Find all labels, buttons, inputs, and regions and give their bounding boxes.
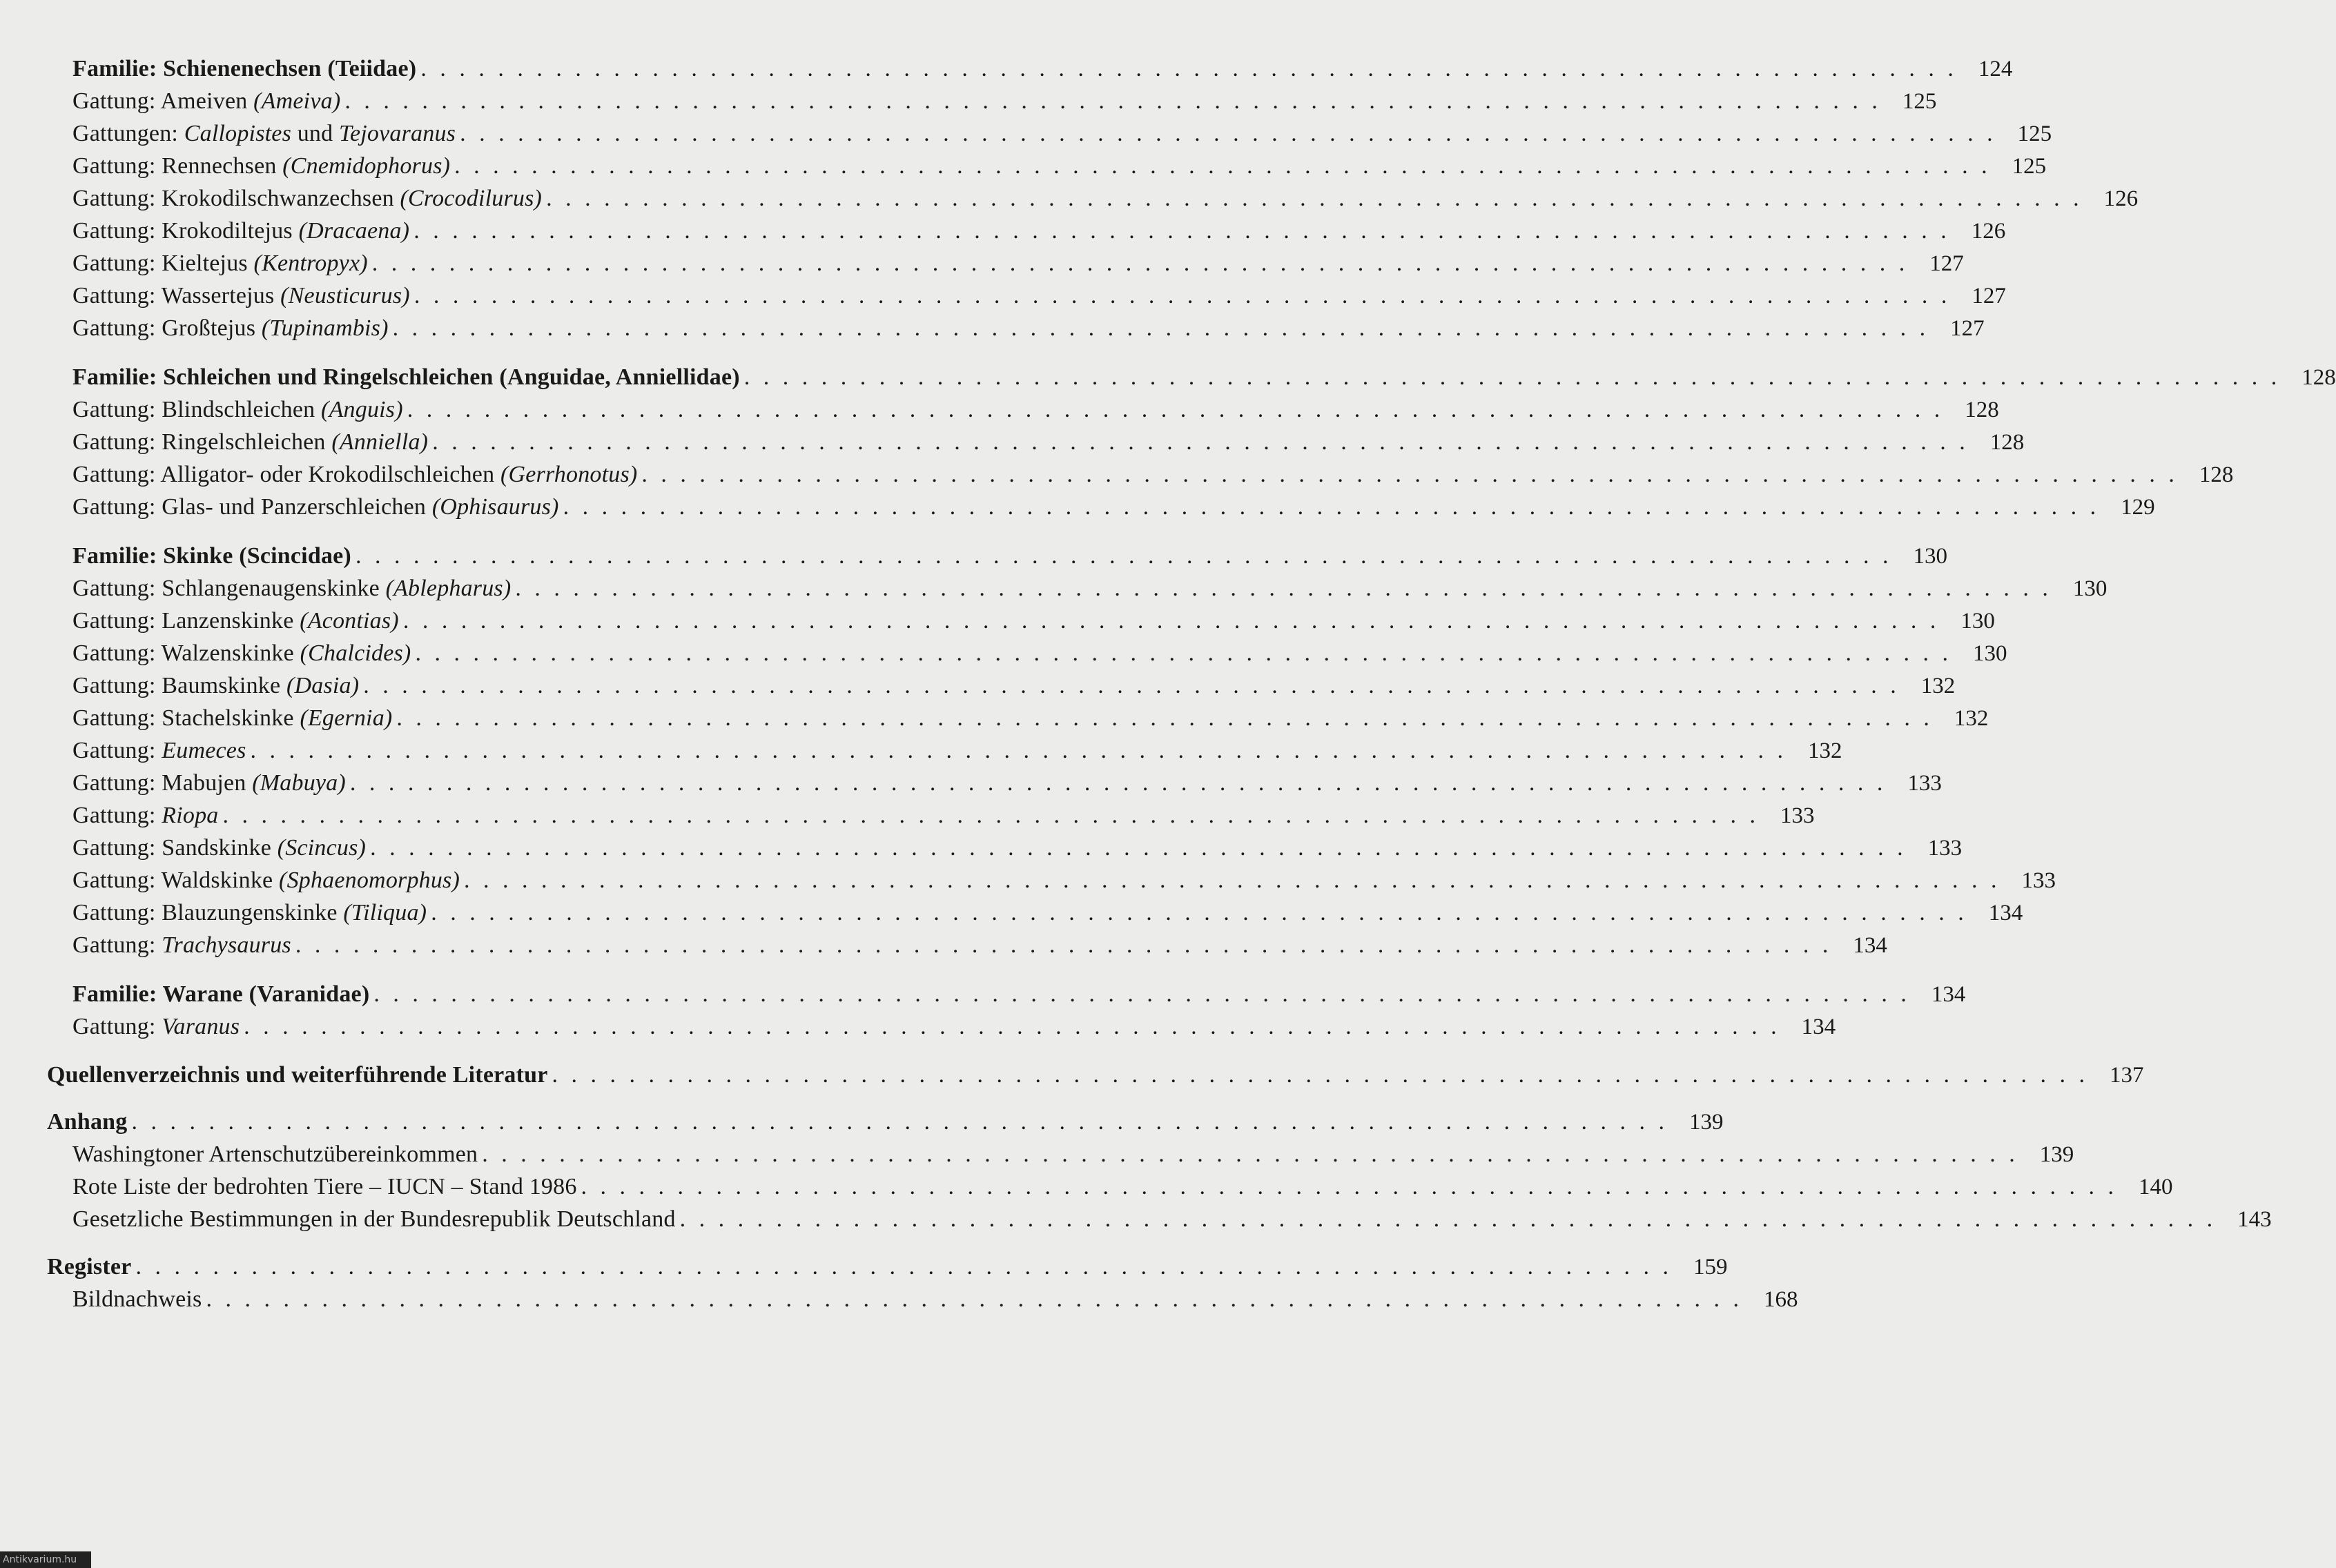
leader-dots: ................................................................................	[413, 218, 1960, 244]
entry-scientific-name: (Tupinambis)	[261, 315, 389, 341]
page-number: 137	[2110, 1063, 2144, 1088]
entry-text: Rote Liste der bedrohten Tiere – IUCN – Stand 1986	[72, 1174, 577, 1199]
entry-label	[72, 1283, 202, 1315]
page-number: 125	[2012, 154, 2047, 179]
leader-dots: ................................................................................	[344, 88, 1891, 114]
entry-scientific-name: (Cnemidophorus)	[282, 153, 451, 179]
page-number: 133	[1907, 771, 1942, 796]
entry-text: Gattung: Krokodilschwanzechsen	[72, 186, 400, 211]
entry-text: Gattung: Lanzenskinke	[72, 608, 300, 634]
toc-entry	[47, 1251, 1728, 1283]
entry-scientific-name: Riopa	[162, 803, 219, 828]
entry-text: Gattung: Walzenskinke	[72, 640, 300, 666]
entry-text: Familie: Schienenechsen (Teiidae)	[72, 56, 417, 81]
entry-label	[72, 312, 389, 344]
entry-text: Gattung: Rennechsen	[72, 153, 283, 179]
entry-text: Gattung:	[72, 932, 162, 958]
toc-genus-entry	[72, 669, 1956, 702]
entry-label	[72, 669, 359, 702]
page-number: 125	[1902, 89, 1937, 114]
entry-scientific-name: (Mabuya)	[252, 770, 346, 796]
entry-scientific-name: (Dasia)	[286, 673, 360, 698]
page-number: 134	[1988, 901, 2023, 925]
leader-dots: ................................................................................	[413, 283, 1960, 308]
leader-dots: ................................................................................	[415, 640, 1962, 666]
toc-genus-entry	[72, 702, 1989, 734]
entry-label	[72, 605, 399, 637]
leader-dots: ................................................................................	[464, 868, 2010, 893]
leader-dots: ................................................................................	[349, 770, 1896, 796]
page-number: 130	[1960, 609, 1995, 634]
entry-scientific-name: (Ophisaurus)	[431, 494, 559, 520]
toc-entry	[47, 1059, 2144, 1091]
entry-scientific-name: (Anniella)	[331, 429, 429, 455]
entry-label	[72, 978, 369, 1010]
entry-label	[72, 637, 411, 669]
entry-scientific-name: (Scincus)	[277, 835, 367, 861]
page-number: 130	[2072, 576, 2108, 601]
entry-label	[72, 393, 403, 426]
page-number: 139	[2039, 1142, 2074, 1167]
entry-text: Gattung:	[72, 803, 162, 828]
leader-dots: ................................................................................	[396, 705, 1943, 731]
toc-genus-entry	[72, 491, 2155, 523]
toc-genus-entry	[72, 247, 1964, 280]
entry-text: Gattung: Blindschleichen	[72, 397, 322, 422]
toc-genus-entry	[72, 572, 2108, 605]
toc-family-entry	[72, 978, 1966, 1010]
entry-scientific-name: (Sphaenomorphus)	[279, 868, 460, 893]
page-number: 126	[2103, 186, 2139, 211]
page-number: 127	[1972, 284, 2006, 308]
page-number: 134	[1931, 982, 1966, 1007]
entry-scientific-name: (Egernia)	[300, 705, 393, 731]
toc-genus-entry	[72, 150, 2047, 182]
page-number: 127	[1950, 316, 1985, 341]
entry-label	[72, 864, 460, 896]
page-number: 125	[2017, 121, 2052, 146]
page-number: 132	[1808, 738, 1842, 763]
leader-dots: ................................................................................	[515, 576, 2062, 601]
entry-text: Quellenverzeichnis und weiterführende Literatur	[47, 1062, 548, 1088]
page-number: 128	[2199, 462, 2234, 487]
entry-label	[72, 215, 409, 247]
leader-dots: ................................................................................	[546, 186, 2093, 211]
entry-label	[72, 572, 511, 605]
entry-text: Gattung: Sandskinke	[72, 835, 278, 861]
entry-label	[72, 1138, 478, 1170]
leader-dots: ................................................................................	[244, 1014, 1791, 1039]
entry-label	[47, 1059, 548, 1091]
entry-text: Anhang	[47, 1109, 128, 1135]
entry-text: Gesetzliche Bestimmungen in der Bundesrepublik Deutschland	[72, 1206, 676, 1232]
entry-scientific-name: Varanus	[162, 1014, 240, 1039]
entry-scientific-name: (Ablepharus)	[385, 576, 512, 601]
entry-text: Gattung: Blauzungenskinke	[72, 900, 344, 925]
leader-dots: ................................................................................	[402, 608, 1949, 634]
toc-genus-entry	[72, 799, 1815, 832]
entry-label	[72, 799, 219, 832]
entry-text: Gattung: Mabujen	[72, 770, 253, 796]
toc-entry	[72, 1283, 1798, 1315]
entry-scientific-name: (Acontias)	[300, 608, 399, 634]
page-number: 159	[1693, 1255, 1728, 1280]
entry-label	[72, 52, 416, 85]
entry-text: Familie: Schleichen und Ringelschleichen (Anguidae, Anniellidae)	[72, 364, 740, 390]
entry-label	[47, 1251, 131, 1283]
entry-label	[72, 702, 392, 734]
toc-genus-entry	[72, 929, 1887, 961]
entry-text: Gattung: Glas- und Panzerschleichen	[72, 494, 432, 520]
entry-text: Gattung:	[72, 738, 162, 763]
entry-text: Bildnachweis	[72, 1286, 202, 1312]
page-number: 128	[1989, 430, 2025, 455]
entry-text: Gattungen:	[72, 121, 184, 146]
leader-dots: ................................................................................	[679, 1206, 2226, 1232]
entry-scientific-name: (Tiliqua)	[343, 900, 427, 925]
toc-genus-entry	[72, 832, 1963, 864]
page-number: 133	[2021, 868, 2056, 893]
entry-text: Gattung: Wassertejus	[72, 283, 281, 308]
entry-label	[72, 767, 346, 799]
leader-dots: ................................................................................	[420, 56, 1967, 81]
entry-text: und	[291, 121, 339, 146]
entry-scientific-name: (Crocodilurus)	[400, 186, 543, 211]
entry-text: Gattung: Großtejus	[72, 315, 262, 341]
leader-dots: ................................................................................	[432, 429, 1979, 455]
toc-genus-entry	[72, 215, 2006, 247]
toc-genus-entry	[72, 896, 2023, 929]
entry-scientific-name: (Neusticurus)	[280, 283, 410, 308]
entry-text: Familie: Warane (Varanidae)	[72, 981, 370, 1007]
toc-entry	[72, 1170, 2173, 1203]
toc-entry	[47, 1106, 1724, 1138]
entry-label	[72, 458, 637, 491]
entry-text: Register	[47, 1254, 132, 1280]
leader-dots: ................................................................................	[295, 932, 1842, 958]
leader-dots: ................................................................................	[407, 397, 1954, 422]
entry-label	[72, 734, 246, 767]
toc-family-entry	[72, 540, 1947, 572]
page-number: 132	[1920, 674, 1956, 698]
page-number: 130	[1972, 641, 2007, 666]
entry-text: Gattung: Kieltejus	[72, 251, 254, 276]
entry-label	[72, 491, 559, 523]
entry-label	[72, 540, 351, 572]
toc-family-entry	[72, 52, 2013, 85]
leader-dots: ................................................................................	[454, 153, 2001, 179]
leader-dots: ................................................................................	[743, 364, 2290, 390]
leader-dots: ................................................................................	[460, 121, 2007, 146]
toc-genus-entry	[72, 637, 2007, 669]
entry-text: Gattung: Krokodiltejus	[72, 218, 299, 244]
entry-label	[72, 929, 291, 961]
toc-genus-entry	[72, 767, 1942, 799]
page-number: 126	[1971, 219, 2006, 244]
entry-scientific-name: (Anguis)	[321, 397, 403, 422]
entry-scientific-name: Eumeces	[162, 738, 246, 763]
page-number: 134	[1801, 1015, 1836, 1039]
entry-label	[72, 832, 366, 864]
entry-scientific-name: (Chalcides)	[300, 640, 411, 666]
entry-scientific-name: Callopistes	[184, 121, 291, 146]
leader-dots: ................................................................................	[641, 462, 2188, 487]
page-number: 133	[1927, 836, 1963, 861]
entry-label	[72, 117, 456, 150]
page-number: 134	[1853, 933, 1887, 958]
entry-text: Gattung: Ameiven	[72, 88, 254, 114]
entry-scientific-name: (Gerrhonotus)	[500, 462, 638, 487]
entry-text: Familie: Skinke (Scincidae)	[72, 543, 351, 569]
entry-text: Gattung: Stachelskinke	[72, 705, 300, 731]
leader-dots: ................................................................................	[370, 835, 1917, 861]
leader-dots: ................................................................................	[482, 1141, 2029, 1167]
toc-genus-entry	[72, 458, 2234, 491]
entry-text: Gattung: Baumskinke	[72, 673, 286, 698]
toc-genus-entry	[72, 280, 2006, 312]
leader-dots: ................................................................................	[131, 1109, 1678, 1135]
leader-dots: ................................................................................	[552, 1062, 2099, 1088]
page-number: 127	[1929, 251, 1964, 276]
leader-dots: ................................................................................	[363, 673, 1910, 698]
leader-dots: ................................................................................	[250, 738, 1797, 763]
toc-genus-entry	[72, 864, 2056, 896]
toc-genus-entry	[72, 182, 2139, 215]
leader-dots: ................................................................................	[206, 1286, 1753, 1312]
leader-dots: ................................................................................	[135, 1254, 1682, 1280]
page-number: 143	[2237, 1207, 2272, 1232]
toc-entry	[72, 1203, 2272, 1235]
entry-label	[72, 182, 542, 215]
page-number: 129	[2121, 495, 2155, 520]
entry-label	[72, 247, 368, 280]
toc-genus-entry	[72, 1010, 1836, 1043]
entry-text: Gattung: Alligator- oder Krokodilschleichen	[72, 462, 500, 487]
entry-text: Gattung: Ringelschleichen	[72, 429, 332, 455]
page-number: 128	[2301, 365, 2336, 390]
entry-label	[72, 1010, 240, 1043]
leader-dots: ................................................................................	[563, 494, 2110, 520]
entry-label	[72, 280, 410, 312]
leader-dots: ................................................................................	[371, 251, 1918, 276]
entry-label	[72, 1203, 676, 1235]
leader-dots: ................................................................................	[222, 803, 1769, 828]
entry-label	[72, 426, 428, 458]
entry-text: Gattung: Waldskinke	[72, 868, 280, 893]
entry-scientific-name: (Ameiva)	[253, 88, 341, 114]
toc-genus-entry	[72, 393, 1999, 426]
page-number: 132	[1954, 706, 1989, 731]
page-number: 128	[1965, 398, 1999, 422]
entry-label	[72, 896, 427, 929]
entry-text: Washingtoner Artenschutzübereinkommen	[72, 1141, 478, 1167]
leader-dots: ................................................................................	[355, 543, 1902, 569]
entry-scientific-name: Trachysaurus	[162, 932, 291, 958]
leader-dots: ................................................................................	[373, 981, 1920, 1007]
page-number: 124	[1978, 57, 2013, 81]
toc-genus-entry	[72, 734, 1842, 767]
toc-genus-entry	[72, 117, 2052, 150]
leader-dots: ................................................................................	[392, 315, 1939, 341]
leader-dots: ................................................................................	[581, 1174, 2128, 1199]
entry-scientific-name: (Dracaena)	[298, 218, 410, 244]
entry-label	[72, 361, 740, 393]
entry-label	[47, 1106, 127, 1138]
entry-scientific-name: (Kentropyx)	[253, 251, 368, 276]
entry-scientific-name: Tejovaranus	[339, 121, 456, 146]
page-number: 133	[1780, 803, 1815, 828]
toc-family-entry	[72, 361, 2336, 393]
entry-text: Gattung: Schlangenaugenskinke	[72, 576, 386, 601]
page-number: 130	[1913, 544, 1947, 569]
page-number: 140	[2139, 1175, 2173, 1199]
toc-genus-entry	[72, 312, 1985, 344]
page-number: 139	[1688, 1110, 1724, 1135]
watermark: Antikvarium.hu	[0, 1551, 91, 1568]
toc-genus-entry	[72, 426, 2025, 458]
entry-label	[72, 85, 340, 117]
toc-entry	[72, 1138, 2074, 1170]
leader-dots: ................................................................................	[431, 900, 1978, 925]
entry-text: Gattung:	[72, 1014, 162, 1039]
toc-genus-entry	[72, 605, 1995, 637]
page-number: 168	[1763, 1287, 1798, 1312]
entry-label	[72, 150, 450, 182]
toc-genus-entry	[72, 85, 1937, 117]
entry-label	[72, 1170, 577, 1203]
